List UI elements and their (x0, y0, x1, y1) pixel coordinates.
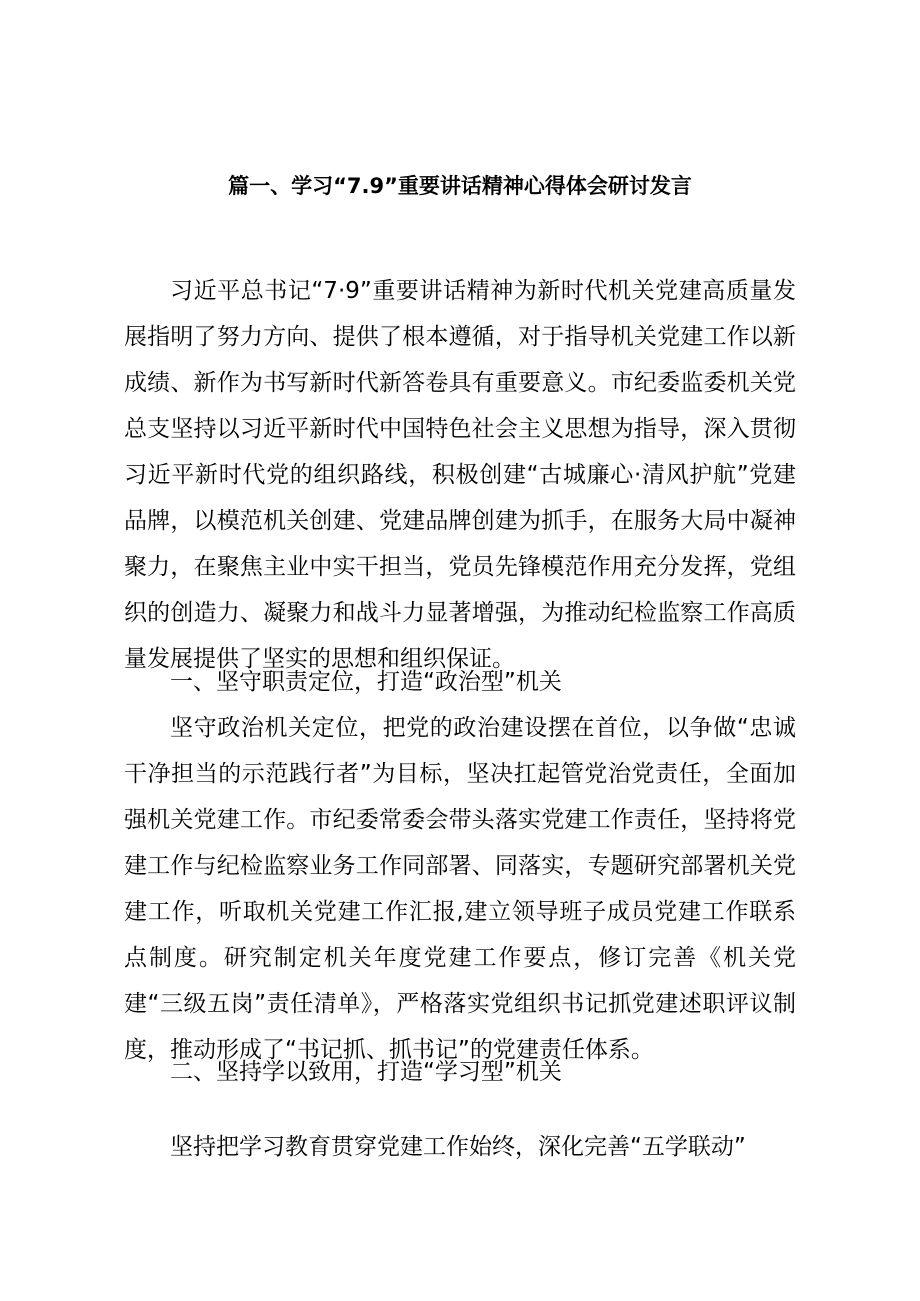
section-heading-1: 一、坚守职责定位，打造“政治型”机关 (170, 669, 562, 695)
section-heading-2: 二、坚持学以致用，打造“学习型”机关 (170, 1059, 562, 1085)
paragraph-section-1: 坚守政治机关定位，把党的政治建设摆在首位，以争做“忠诚干净担当的示范践行者”为目标，坚决扛起管党治党责任，全面加强机关党建工作。市纪委常委会带头落实党建工作责任，坚持将党建工作与纪检监察业务工作同部署、同落实，专题研究部署机关党建工作，听取机关党建工作汇报,建立领导班子成员党建工作联系点制度。研究制定机关年度党建工作要点，修订完善《机关党建“三级五岗”责任清单》，严格落实党组织书记抓党建述职评议制度，推动形成了“书记抓、抓书记”的党建责任体系。 (124, 715, 796, 1063)
paragraph-intro: 习近平总书记“7·9”重要讲话精神为新时代机关党建高质量发展指明了努力方向、提供了根本遵循，对于指导机关党建工作以新成绩、新作为书写新时代新答卷具有重要意义。市纪委监委机关党总支坚持以习近平新时代中国特色社会主义思想为指导，深入贯彻习近平新时代党的组织路线，积极创建“古城廉心·清风护航”党建品牌，以模范机关创建、党建品牌创建为抓手，在服务大局中凝神聚力，在聚焦主业中实干担当，党员先锋模范作用充分发挥，党组织的创造力、凝聚力和战斗力显著增强，为推动纪检监察工作高质量发展提供了坚实的思想和组织保证。 (124, 278, 796, 672)
paragraph-section-2: 坚持把学习教育贯穿党建工作始终，深化完善“五学联动” (170, 1134, 746, 1160)
document-title: 篇一、学习“7.9”重要讲话精神心得体会研讨发言 (228, 174, 692, 198)
